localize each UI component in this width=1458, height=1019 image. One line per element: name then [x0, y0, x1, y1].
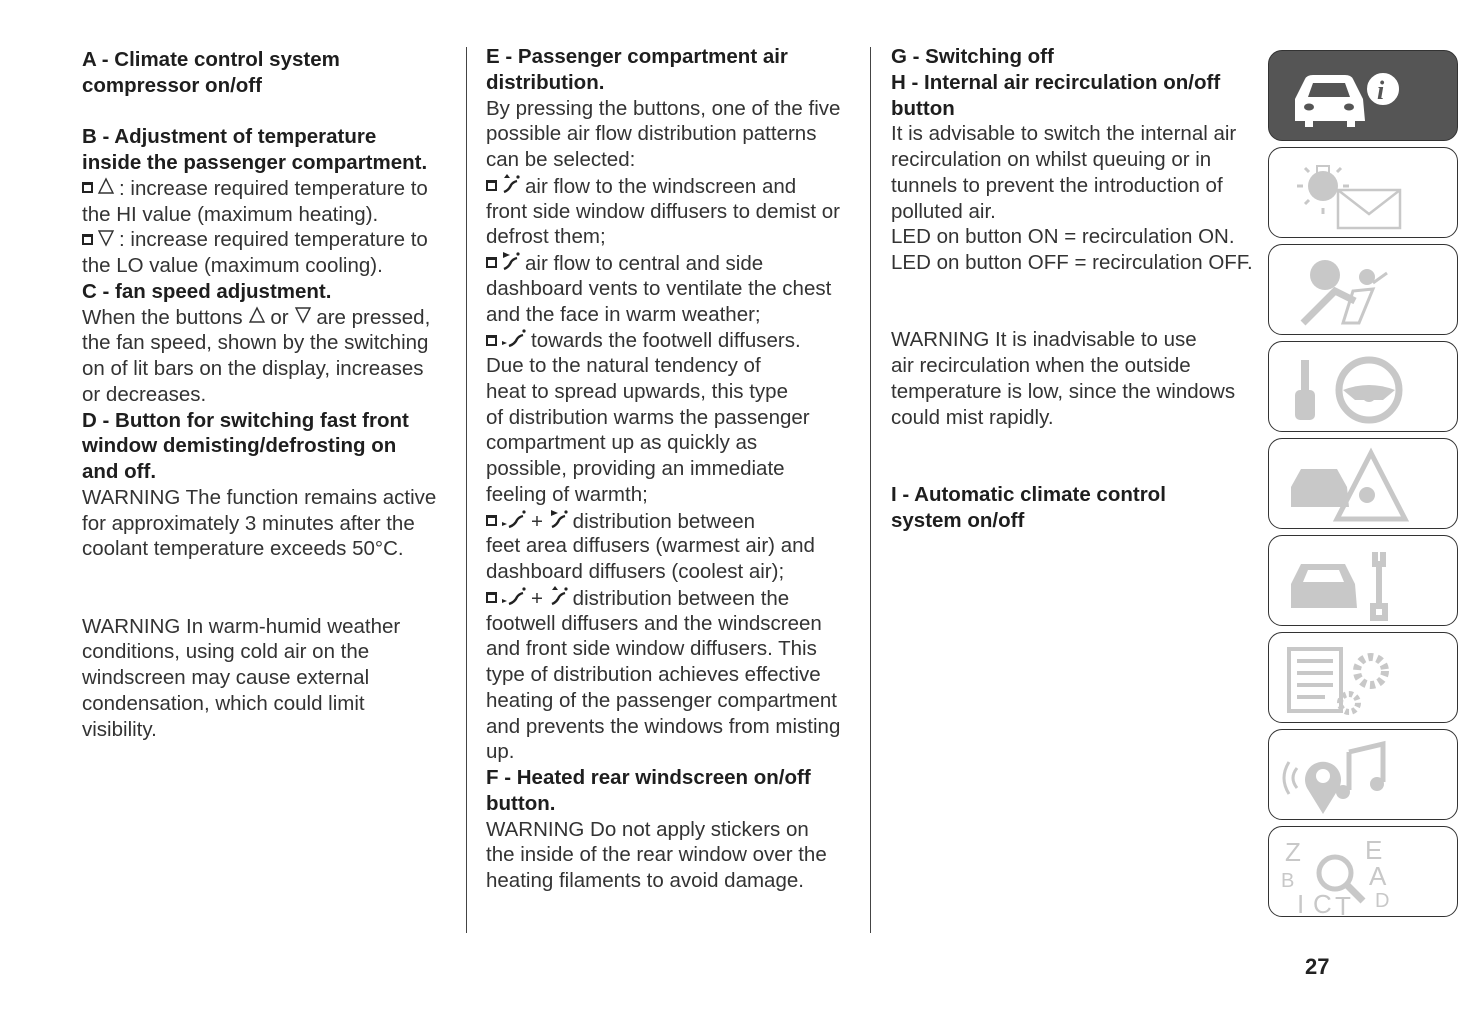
windscreen-airflow-icon	[549, 585, 569, 614]
section-heading-line	[891, 508, 1253, 534]
column-divider	[870, 47, 871, 933]
body-text-line	[891, 430, 1253, 456]
text: or	[270, 305, 295, 329]
checkbox-bullet-icon	[486, 180, 497, 191]
body-text-line	[486, 739, 840, 765]
body-text-line	[486, 508, 840, 534]
text: possible, providing an immediate	[486, 457, 785, 480]
section-heading-line	[486, 765, 840, 791]
body-text-line	[486, 662, 840, 688]
svg-text:T: T	[1335, 891, 1351, 921]
body-text-line	[82, 202, 436, 228]
body-text-line	[891, 121, 1253, 147]
text: E - Passenger compartment air	[486, 45, 788, 68]
body-text-line	[486, 585, 840, 611]
text: heat to spread upwards, this type	[486, 379, 788, 403]
text: air flow to the windscreen and	[525, 174, 797, 198]
body-text-line	[486, 353, 840, 379]
chapter-tab[interactable]	[1268, 535, 1458, 626]
page-number: 27	[1305, 954, 1330, 979]
face-airflow-icon	[501, 250, 521, 279]
text: LED on button OFF = recirculation OFF.	[891, 251, 1253, 274]
text: When the buttons	[82, 305, 249, 329]
text: dashboard diffusers (coolest air);	[486, 560, 785, 583]
text: the LO value (maximum cooling).	[82, 254, 383, 277]
body-text-line	[82, 717, 436, 743]
text: the fan speed, shown by the switching	[82, 331, 429, 355]
svg-text:C: C	[1313, 889, 1332, 919]
body-text-line	[82, 665, 436, 691]
text: I - Automatic climate control	[891, 482, 1166, 506]
section-heading-line	[486, 791, 840, 817]
text: feeling of warmth;	[486, 482, 648, 506]
text: polluted air.	[891, 199, 996, 223]
text: type of distribution achieves effective	[486, 663, 821, 686]
text: or decreases.	[82, 382, 207, 406]
text: G - Switching off	[891, 45, 1054, 68]
section-heading-line	[82, 433, 436, 459]
checkbox-bullet-icon	[486, 335, 497, 346]
text: : increase required temperature to	[119, 228, 428, 252]
body-text-line	[486, 276, 840, 302]
body-text-line	[891, 276, 1253, 302]
text: condensation, which could limit	[82, 691, 365, 715]
body-text-line	[486, 636, 840, 662]
checkbox-bullet-icon	[486, 257, 497, 268]
body-text-line	[486, 611, 840, 637]
text: air recirculation when the outside	[891, 354, 1191, 377]
text: possible air flow distribution patterns	[486, 122, 817, 146]
body-text-line	[82, 227, 436, 253]
body-text-line	[891, 353, 1253, 379]
footwell-airflow-icon	[501, 508, 527, 537]
chapter-tab[interactable]	[1268, 50, 1458, 141]
body-text-line	[486, 482, 840, 508]
section-heading-line	[82, 408, 436, 434]
body-text-line	[82, 99, 436, 125]
text: H - Internal air recirculation on/off	[891, 70, 1221, 94]
text: compressor on/off	[82, 73, 262, 97]
footwell-airflow-icon	[501, 327, 527, 356]
body-text-line	[486, 405, 840, 431]
section-heading-line	[82, 124, 436, 150]
body-text-line	[486, 688, 840, 714]
body-text-line	[486, 96, 840, 122]
body-text-line	[891, 224, 1253, 250]
text: conditions, using cold air on the	[82, 640, 370, 664]
body-text-line	[82, 562, 436, 588]
text: feet area diffusers (warmest air) and	[486, 534, 815, 558]
body-text-line	[82, 536, 436, 562]
text: button.	[486, 791, 556, 815]
text: coolant temperature exceeds 50°C.	[82, 537, 404, 561]
text: distribution between	[572, 509, 756, 533]
body-text-line	[486, 250, 840, 276]
body-text-line	[82, 330, 436, 356]
text: the inside of the rear window over the	[486, 843, 827, 867]
body-text-line	[891, 405, 1253, 431]
svg-text:E: E	[1365, 835, 1383, 865]
triangle-up-icon	[248, 305, 266, 331]
body-text-line	[82, 614, 436, 640]
text: heating filaments to avoid damage.	[486, 869, 804, 892]
body-text-line	[82, 691, 436, 717]
chapter-tab[interactable]	[1268, 729, 1458, 820]
text: A - Climate control system	[82, 48, 340, 71]
chapter-tab[interactable]	[1268, 244, 1458, 335]
text: D - Button for switching fast front	[82, 408, 409, 432]
section-heading-line	[891, 70, 1253, 96]
text: recirculation on whilst queuing or in	[891, 148, 1212, 171]
chapter-tab[interactable]	[1268, 438, 1458, 529]
body-text-line	[82, 305, 436, 331]
body-text-line	[82, 485, 436, 511]
text: distribution between the	[572, 586, 790, 610]
text: WARNING In warm-humid weather	[82, 614, 401, 638]
column-middle	[486, 44, 840, 894]
body-text-line	[486, 121, 840, 147]
text: on of lit bars on the display, increases	[82, 357, 424, 380]
triangle-up-icon	[97, 176, 115, 202]
chapter-tab[interactable]	[1268, 826, 1458, 921]
text: defrost them;	[486, 225, 606, 249]
chapter-tab[interactable]	[1268, 632, 1458, 723]
svg-text:B: B	[1281, 870, 1295, 892]
text: distribution.	[486, 70, 605, 94]
windscreen-airflow-icon	[501, 173, 521, 202]
text: inside the passenger compartment.	[82, 151, 428, 174]
face-airflow-icon	[549, 508, 569, 537]
svg-text:A: A	[1369, 861, 1387, 891]
column-left	[82, 47, 436, 742]
body-text-line	[486, 379, 840, 405]
text: F - Heated rear windscreen on/off	[486, 766, 811, 789]
text: WARNING Do not apply stickers on	[486, 817, 809, 841]
text: It is advisable to switch the internal air	[891, 122, 1237, 146]
text: window demisting/defrosting on	[82, 434, 397, 458]
triangle-down-icon	[294, 305, 312, 331]
body-text-line	[891, 147, 1253, 173]
body-text-line	[82, 356, 436, 382]
body-text-line	[891, 456, 1253, 482]
body-text-line	[486, 868, 840, 894]
text: up.	[486, 740, 515, 764]
section-heading-line	[82, 459, 436, 485]
text: button	[891, 96, 955, 120]
text: tunnels to prevent the introduction of	[891, 173, 1223, 197]
svg-text:I: I	[1297, 889, 1305, 919]
text: towards the footwell diffusers.	[531, 329, 801, 353]
body-text-line	[891, 302, 1253, 328]
body-text-line	[891, 327, 1253, 353]
section-heading-line	[82, 73, 436, 99]
svg-text:D: D	[1375, 890, 1390, 912]
body-text-line	[486, 842, 840, 868]
text: LED on button ON = recirculation ON.	[891, 225, 1235, 249]
triangle-down-icon	[97, 228, 115, 254]
body-text-line	[486, 199, 840, 225]
text: Due to the natural tendency of	[486, 354, 761, 377]
column-divider	[466, 47, 467, 933]
text: and front side window diffusers. This	[486, 637, 817, 661]
body-text-line	[891, 250, 1253, 276]
section-heading-line	[82, 279, 436, 305]
column-right	[891, 44, 1253, 533]
body-text-line	[82, 253, 436, 279]
section-heading-line	[891, 482, 1253, 508]
chapter-tab[interactable]	[1268, 147, 1458, 238]
text: for approximately 3 minutes after the	[82, 511, 415, 535]
section-heading-line	[486, 44, 840, 70]
text: and prevents the windows from misting	[486, 714, 841, 738]
text: could mist rapidly.	[891, 405, 1054, 429]
body-text-line	[486, 430, 840, 456]
section-heading-line	[82, 150, 436, 176]
body-text-line	[486, 147, 840, 173]
text: footwell diffusers and the windscreen	[486, 611, 822, 635]
checkbox-bullet-icon	[486, 592, 497, 603]
text: of distribution warms the passenger	[486, 405, 810, 429]
body-text-line	[486, 817, 840, 843]
body-text-line	[82, 639, 436, 665]
body-text-line	[82, 511, 436, 537]
checkbox-bullet-icon	[486, 515, 497, 526]
body-text-line	[486, 533, 840, 559]
checkbox-bullet-icon	[82, 182, 93, 193]
body-text-line	[486, 327, 840, 353]
text: temperature is low, since the windows	[891, 379, 1236, 403]
text: By pressing the buttons, one of the five	[486, 96, 841, 120]
body-text-line	[82, 588, 436, 614]
body-text-line	[486, 559, 840, 585]
text: system on/off	[891, 508, 1025, 532]
section-heading-line	[891, 44, 1253, 70]
body-text-line	[82, 176, 436, 202]
text: are pressed,	[316, 305, 431, 329]
text: can be selected:	[486, 148, 636, 171]
text: the HI value (maximum heating).	[82, 202, 379, 226]
body-text-line	[891, 199, 1253, 225]
text: and off.	[82, 460, 157, 483]
text: heating of the passenger compartment	[486, 688, 837, 712]
body-text-line	[486, 173, 840, 199]
section-heading-line	[82, 47, 436, 73]
checkbox-bullet-icon	[82, 234, 93, 245]
text: C - fan speed adjustment.	[82, 279, 332, 303]
text: : increase required temperature to	[119, 176, 428, 200]
text: compartment up as quickly as	[486, 431, 758, 455]
text: windscreen may cause external	[82, 666, 370, 689]
body-text-line	[891, 379, 1253, 405]
section-heading-line	[486, 70, 840, 96]
body-text-line	[486, 302, 840, 328]
body-text-line	[486, 714, 840, 740]
svg-text:i: i	[1377, 76, 1385, 105]
text: front side window diffusers to demist or	[486, 199, 840, 223]
text: +	[531, 509, 549, 533]
text: WARNING The function remains active	[82, 485, 437, 509]
text: +	[531, 586, 549, 610]
text: B - Adjustment of temperature	[82, 125, 377, 149]
chapter-tab[interactable]	[1268, 341, 1458, 432]
body-text-line	[486, 224, 840, 250]
footwell-airflow-icon	[501, 585, 527, 614]
body-text-line	[486, 456, 840, 482]
svg-text:Z: Z	[1285, 837, 1301, 867]
text: dashboard vents to ventilate the chest	[486, 276, 832, 300]
text: air flow to central and side	[525, 251, 764, 275]
body-text-line	[82, 382, 436, 408]
text: visibility.	[82, 717, 157, 741]
text: and the face in warm weather;	[486, 302, 761, 326]
text: WARNING It is inadvisable to use	[891, 328, 1197, 352]
section-heading-line	[891, 96, 1253, 122]
body-text-line	[891, 173, 1253, 199]
